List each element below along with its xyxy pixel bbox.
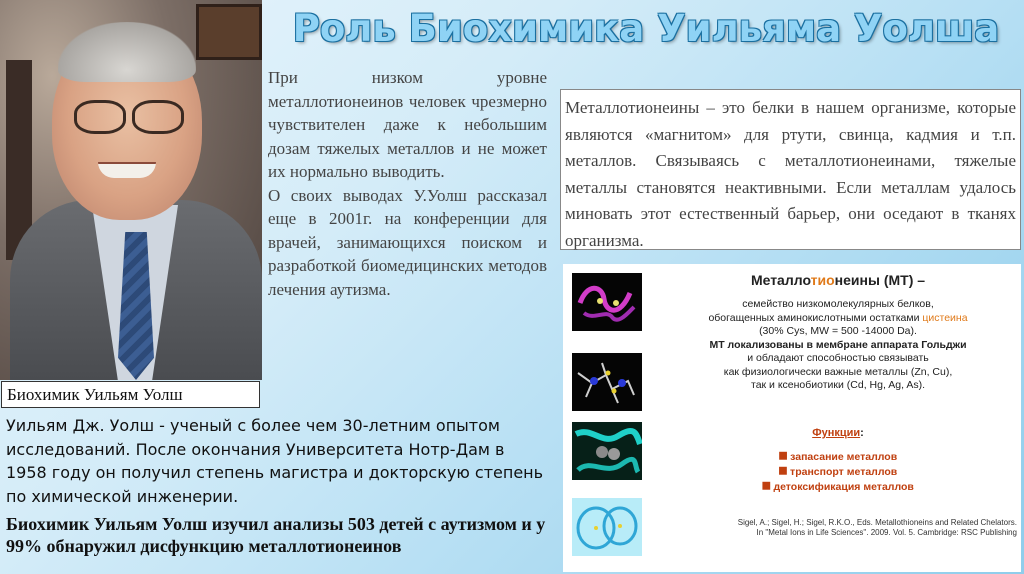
left-paragraph-1: При низком уровне металлотионеинов человек чрезмерно чувствителен даже к небольшим дозам тяжелых металлов и не может их нормально выводить. [268,68,547,181]
walsh-photo [0,0,262,380]
left-text-column [268,66,547,301]
molecule-image-3 [572,422,642,480]
left-paragraph-2: О своих выводах У.Уолш рассказал еще в 2001г. на конференции для врачей, занимающихся поиском и разработкой биомедицинских методов лечения аутизма. [268,185,547,299]
functions-heading: Функции: [812,427,864,439]
function-item: ⯀ транспорт металлов [778,466,898,478]
metallothionein-info-panel [563,264,1021,572]
panel-title: Металлотионеины (МТ) – [750,272,926,288]
function-item: ⯀ запасание металлов [778,451,898,463]
panel-description: семейство низкомолекулярных белков, обогащенных аминокислотными остатками цистеина (30% Cys, MW = 500 -14000 Da). МТ локализованы в мембране аппарата Гольджи и обладают способностью связывать как физиологически важные металлы (Zn, Cu), так и ксенобиотики (Cd, Hg, Ag, As). [708,298,968,391]
panel-reference: Sigel, A.; Sigel, H.; Sigel, R.K.O., Eds. Metallothioneins and Related Chelators. In "Metal Ions in Life Sciences". 2009. Vol. 5. Cambridge: RSC Publishing [737,518,1017,537]
page-title: Роль Биохимика Уильяма Уолша [292,7,1000,50]
functions-list [655,450,1021,495]
biography-text: Уильям Дж. Уолш - ученый с более чем 30-летним опытом исследований. После окончания Университета Нотр-Дам в 1958 году он получил степень магистра и докторскую степень по химической инженерии. [6,416,544,506]
research-summary: Биохимик Уильям Уолш изучил анализы 503 детей с аутизмом и у 99% обнаружил дисфункцию металлотионеинов [6,514,546,556]
molecule-image-2 [572,353,642,411]
molecule-image-4 [572,498,642,556]
metallothionein-definition-box: Металлотионеины – это белки в нашем организме, которые являются «магнитом» для ртути, свинца, кадмия и т.п. металлов. Связываясь с металлотионеинами, тяжелые металлы становятся неактивными. Если металлам удалось миновать этот естественный барьер, они оседают в тканях организма. [560,89,1021,250]
panel-text [655,264,1021,572]
molecule-image-1 [572,273,642,331]
photo-caption: Биохимик Уильям Уолш [1,381,260,408]
function-item: ⯀ детоксификация металлов [762,481,914,493]
